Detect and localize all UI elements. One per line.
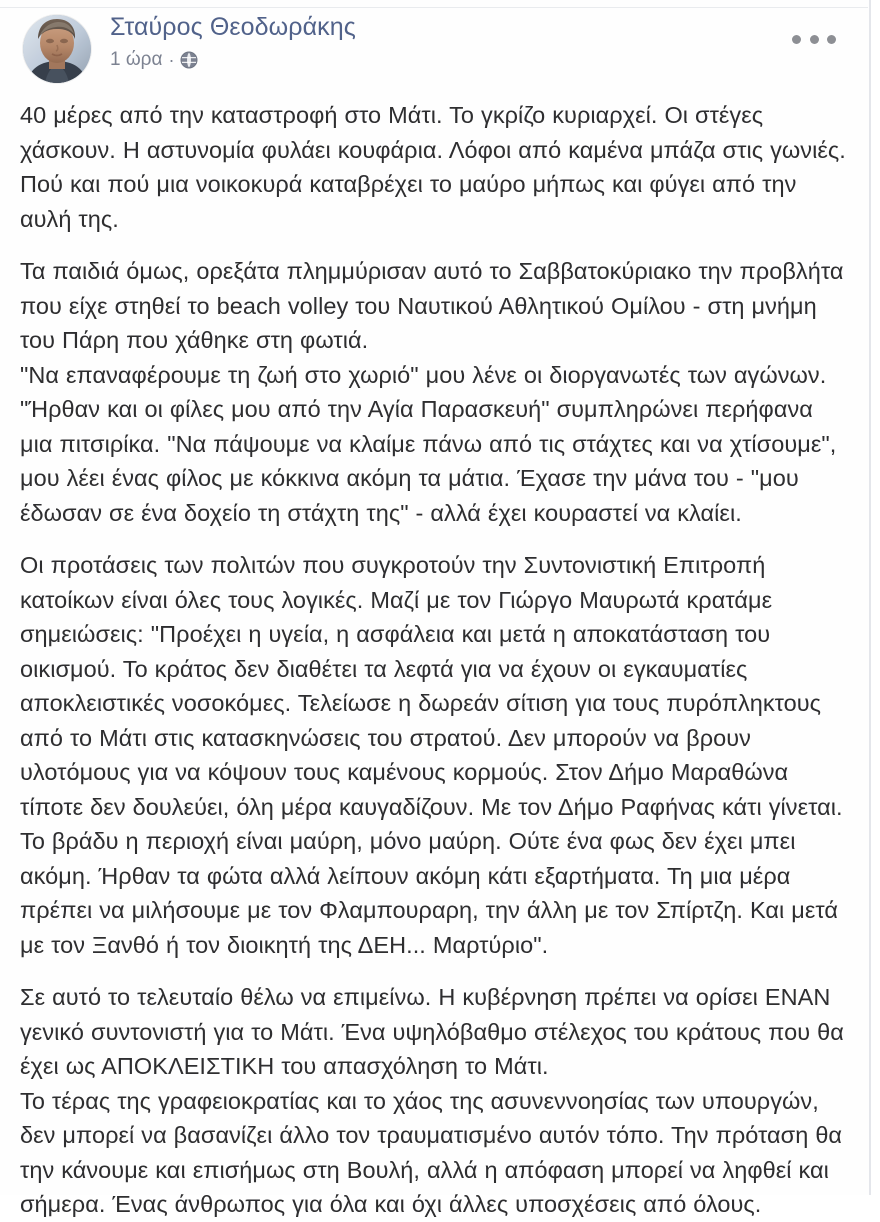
meta-separator: · xyxy=(168,50,175,70)
post-paragraph: Τα παιδιά όμως, ορεξάτα πλημμύρισαν αυτό το Σαββατοκύριακο την προβλήτα που είχε στηθεί το beach volley του Ναυτικού Αθλητικού Ομίλου - στη μνήμη του Πάρη που χάθηκε στη φωτιά. "Να επαναφέρουμε τη ζωή στο χωριό" μου λένε οι διοργανωτές των αγώνων. "Ήρθαν και οι φίλες μου από την Αγία Παρασκευή" συμπληρώνει περήφανα μια πιτσιρίκα. "Να πάψουμε να κλαίμε πάνω από τις στάχτες και να χτίσουμε", μου λέει ένας φίλος με κόκκινα ακόμη τα μάτια. Έχασε την μάνα του - "μου έδωσαν σε ένα δοχείο τη στάχτη της" - αλλά έχει κουραστεί να κλαίει. xyxy=(20,258,844,526)
more-dot-3 xyxy=(827,35,836,44)
post-header-text xyxy=(110,12,710,71)
post-header xyxy=(18,12,852,86)
post-paragraph: Σε αυτό το τελευταίο θέλω να επιμείνω. Η κυβέρνηση πρέπει να ορίσει ΕΝΑΝ γενικό συντονιστή για το Μάτι. Ένα υψηλόβαθμο στέλεχος του κράτους που θα έχει ως ΑΠΟΚΛΕΙΣΤΙΚΗ του απασχόληση το Μάτι. Το τέρας της γραφειοκρατίας και το χάος της ασυνεννοησίας των υπουργών, δεν μπορεί να βασανίζει άλλο τον τραυματισμένο αυτόν τόπο. Την πρόταση θα την κάνουμε και επισήμως στη Βουλή, αλλά η απόφαση μπορεί να ληφθεί και σήμερα. Ένας άνθρωπος για όλα και όχι άλλες υποσχέσεις από όλους. xyxy=(20,984,844,1217)
post-meta xyxy=(110,49,710,71)
more-dot-2 xyxy=(810,35,819,44)
author-name-link[interactable]: Σταύρος Θεοδωράκης xyxy=(110,13,356,41)
post-message-body xyxy=(20,98,852,1222)
post-paragraph: 40 μέρες από την καταστροφή στο Μάτι. Το γκρίζο κυριαρχεί. Οι στέγες χάσκουν. Η αστυνομία φυλάει κουφάρια. Λόφοι από καμένα μπάζα στις γωνιές. Πού και πού μια νοικοκυρά καταβρέχει το μαύρο μήπως και φύγει από την αυλή της. xyxy=(20,102,846,232)
more-dot-1 xyxy=(792,35,801,44)
globe-icon[interactable] xyxy=(180,51,198,69)
right-edge-margin xyxy=(871,0,880,1195)
post-timestamp[interactable]: 1 ώρα xyxy=(110,49,163,70)
avatar[interactable] xyxy=(23,15,91,83)
post-options-button[interactable] xyxy=(792,30,836,48)
post-paragraph: Οι προτάσεις των πολιτών που συγκροτούν την Συντονιστική Επιτροπή κατοίκων είναι όλες τους λογικές. Μαζί με τον Γιώργο Μαυρωτά κρατάμε σημειώσεις: "Προέχει η υγεία, η ασφάλεια και μετά η αποκατάσταση του οικισμού. Το κράτος δεν διαθέτει τα λεφτά για να έχουν οι εγκαυματίες αποκλειστικές νοσοκόμες. Τελείωσε η δωρεάν σίτιση για τους πυρόπληκτους από το Μάτι στις κατασκηνώσεις του στρατού. Δεν μπορούν να βρουν υλοτόμους για να κόψουν τους καμένους κορμούς. Στον Δήμο Μαραθώνα τίποτε δεν δουλεύει, όλη μέρα καυγαδίζουν. Με τον Δήμο Ραφήνας κάτι γίνεται. Το βράδυ η περιοχή είναι μαύρη, μόνο μαύρη. Ούτε ένα φως δεν έχει μπει ακόμη. Ήρθαν τα φώτα αλλά λείπουν ακόμη κάτι εξαρτήματα. Τη μια μέρα πρέπει να μιλήσουμε με τον Φλαμπουραρη, την άλλη με τον Σπίρτζη. Και μετά με τον Ξανθό ή τον διοικητή της ΔΕΗ... Μαρτύριο". xyxy=(20,552,843,958)
top-divider xyxy=(0,7,868,8)
